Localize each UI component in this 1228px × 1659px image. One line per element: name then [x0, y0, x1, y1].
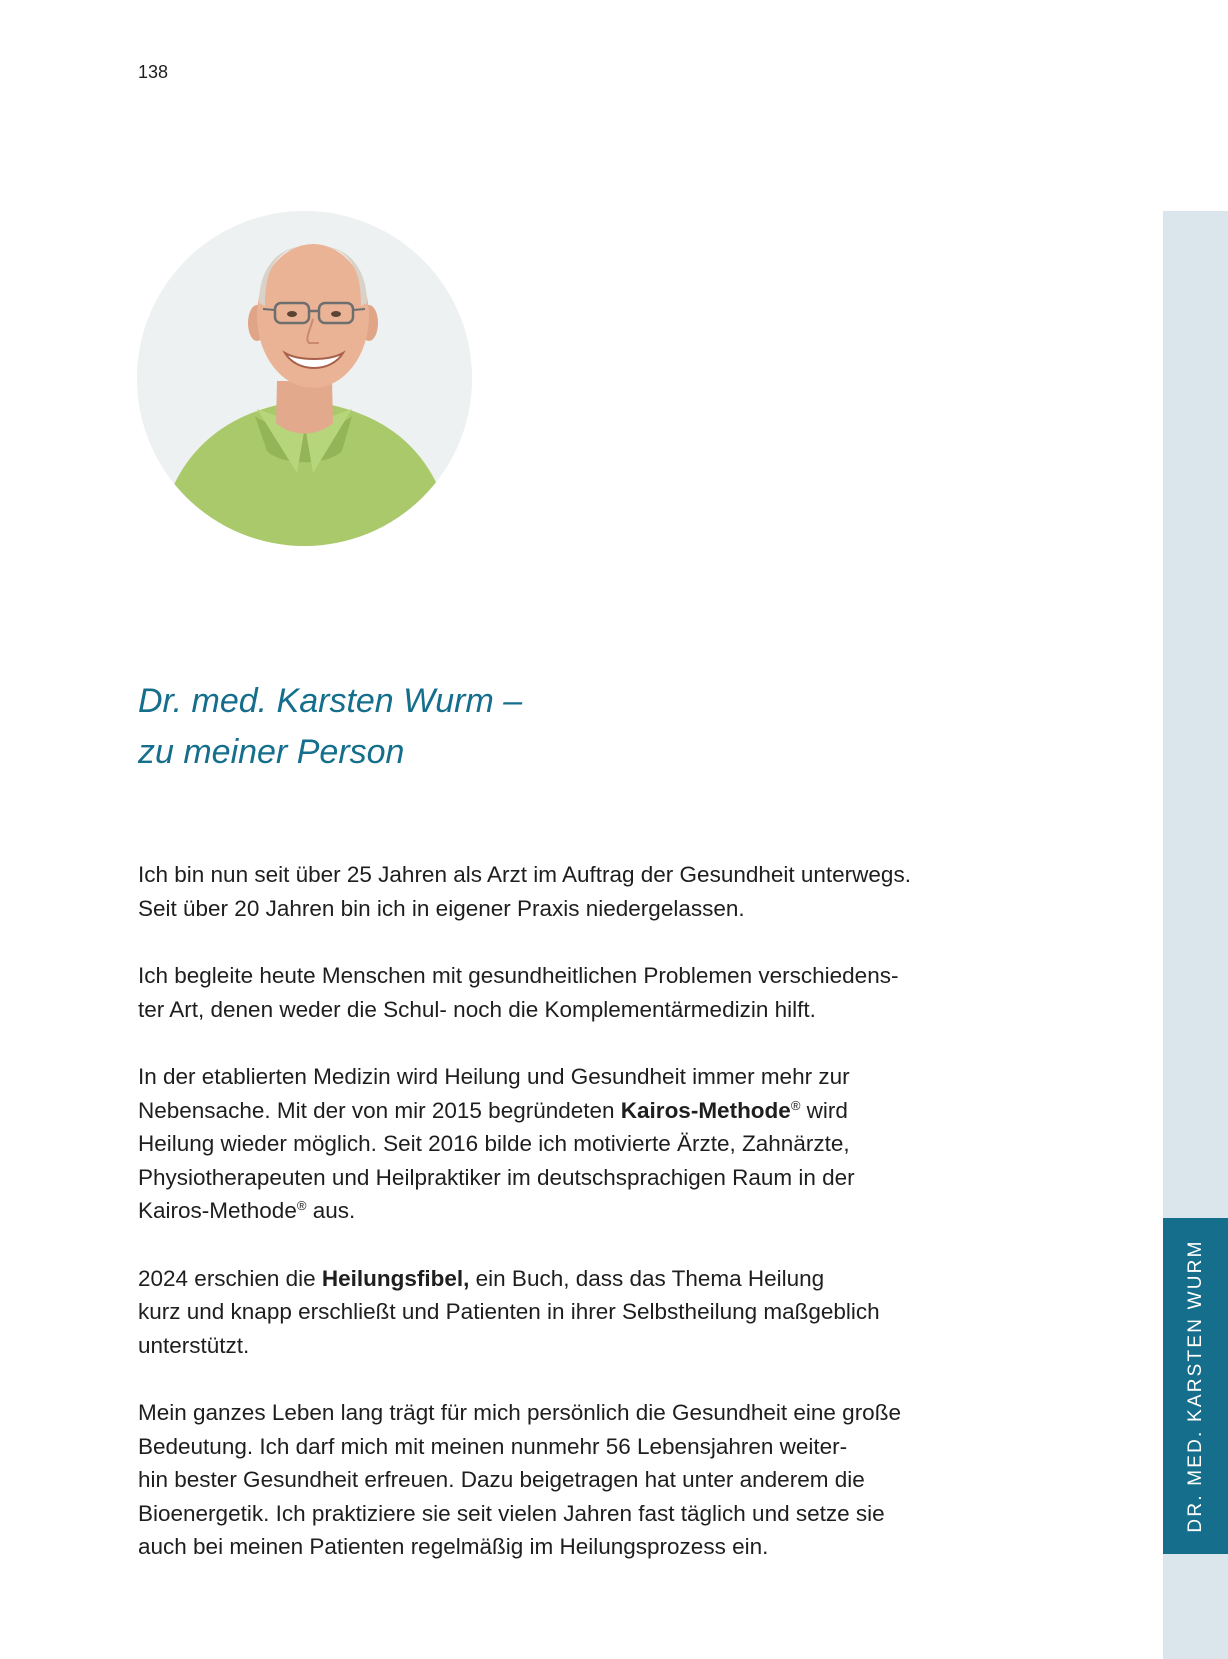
- registered-mark: ®: [790, 1097, 801, 1113]
- text-run: Nebensache. Mit der von mir 2015 begründeten: [138, 1097, 621, 1123]
- paragraph-5: [138, 1396, 1018, 1564]
- text-run: Kairos-Methode: [138, 1198, 297, 1223]
- text-line: Bioenergetik. Ich praktiziere sie seit vielen Jahren fast täglich und setze sie: [138, 1500, 885, 1526]
- text-run: aus.: [306, 1198, 356, 1223]
- chapter-tab-label: DR. MED. KARSTEN WURM: [1184, 1239, 1206, 1533]
- paragraph-3: [138, 1060, 1018, 1228]
- text-line: Ich begleite heute Menschen mit gesundheitlichen Problemen verschiedens-: [138, 963, 899, 988]
- text-run: wird: [800, 1097, 848, 1123]
- text-line: Ich bin nun seit über 25 Jahren als Arzt im Auftrag der Gesundheit unterwegs.: [138, 862, 911, 887]
- book-title-bold: Heilungsfibel,: [321, 1265, 470, 1291]
- page-title: [138, 676, 938, 778]
- text-line: Mein ganzes Leben lang trägt für mich persönlich die Gesundheit eine große: [138, 1400, 901, 1425]
- biography-text: [138, 858, 1018, 1598]
- author-portrait: [137, 211, 472, 546]
- text-line: [138, 1094, 1018, 1128]
- registered-mark: ®: [296, 1198, 307, 1213]
- text-line: hin bester Gesundheit erfreuen. Dazu beigetragen hat unter anderem die: [138, 1467, 865, 1492]
- text-line: Heilung wieder möglich. Seit 2016 bilde ich motivierte Ärzte, Zahnärzte,: [138, 1131, 850, 1156]
- text-run: ein Buch, dass das Thema Heilung: [469, 1265, 825, 1291]
- text-line: kurz und knapp erschließt und Patienten in ihrer Selbstheilung maßgeblich: [138, 1299, 880, 1324]
- title-line-2: zu meiner Person: [138, 733, 405, 771]
- text-line: unterstützt.: [138, 1332, 250, 1358]
- text-line: In der etablierten Medizin wird Heilung und Gesundheit immer mehr zur: [138, 1064, 850, 1089]
- chapter-tab: [1163, 1218, 1228, 1554]
- method-name-bold: Kairos-Methode: [620, 1097, 791, 1123]
- text-line: Physiotherapeuten und Heilpraktiker im deutschsprachigen Raum in der: [138, 1164, 855, 1190]
- paragraph-4: [138, 1262, 1018, 1363]
- text-line: auch bei meinen Patienten regelmäßig im Heilungsprozess ein.: [138, 1534, 769, 1559]
- text-line: [138, 1194, 1018, 1228]
- text-line: Bedeutung. Ich darf mich mit meinen nunmehr 56 Lebensjahren weiter-: [138, 1433, 848, 1459]
- paragraph-2: [138, 959, 1018, 1026]
- text-run: 2024 erschien die: [138, 1265, 322, 1291]
- paragraph-1: [138, 858, 1018, 925]
- text-line: [138, 1262, 1018, 1296]
- text-line: Seit über 20 Jahren bin ich in eigener Praxis niedergelassen.: [138, 895, 745, 921]
- text-line: ter Art, denen weder die Schul- noch die Komplementärmedizin hilft.: [138, 996, 816, 1022]
- title-line-1: Dr. med. Karsten Wurm –: [138, 682, 523, 720]
- page-number: 138: [138, 62, 169, 82]
